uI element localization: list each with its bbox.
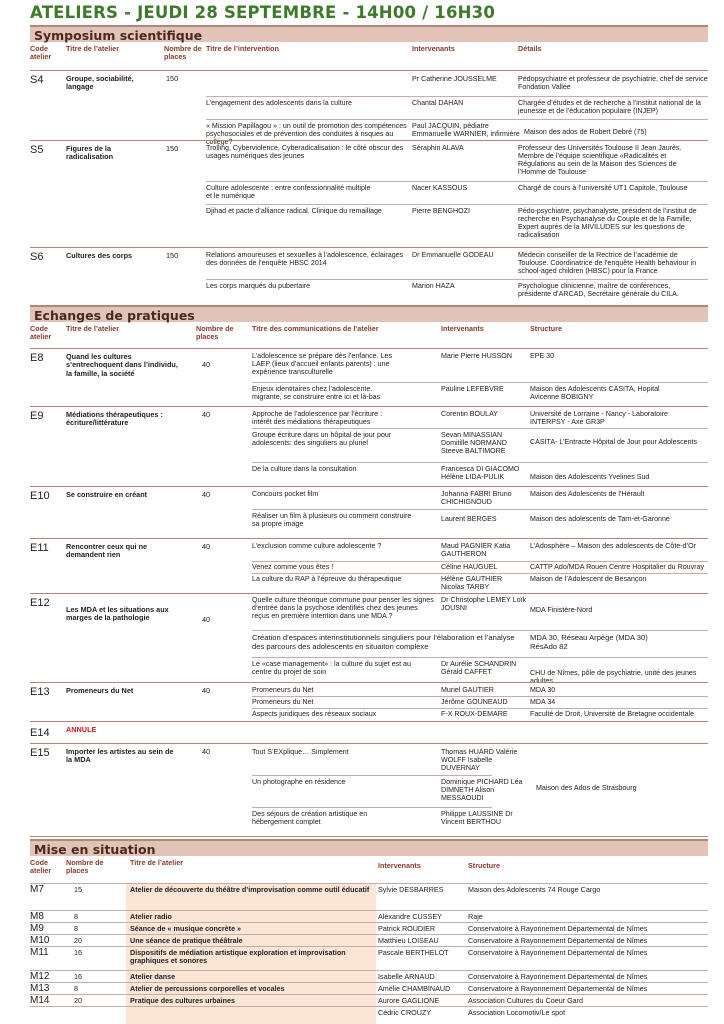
structure: Maison des Adolescents 74 Rouge Cargo: [468, 885, 601, 894]
structure: Conservatoire à Rayonnement Départemental de Nîmes: [468, 972, 648, 981]
structure: Association Cultures du Coeur Gard: [468, 996, 584, 1005]
atelier-code: E15: [30, 747, 50, 759]
atelier-code: S5: [30, 144, 44, 156]
intervenant: Jérôme GOUNEAUD: [441, 698, 508, 706]
intervenant: Dr Aurélie SCHANDRIN Gérald CAFFET: [441, 660, 517, 677]
atelier-code: E13: [30, 686, 50, 698]
atelier-code: M7: [30, 884, 44, 895]
col-code: Code atelier: [30, 324, 52, 342]
communication-title: Création d’espaces interinstitutionnels singuliers pour l’élaboration et l’analyse des parcours des adolescents en situaiton complexe: [252, 633, 515, 651]
row-divider: [252, 382, 708, 383]
atelier-title: Importer les artistes au sein de la MDA: [66, 747, 174, 765]
intervenant: Sylvie DESBARRES: [378, 885, 444, 894]
atelier-row: [30, 247, 708, 305]
atelier-places: 40: [202, 747, 211, 756]
atelier-code: E9: [30, 410, 44, 422]
col-places: Nombre de places: [196, 324, 234, 342]
atelier-places: 16: [74, 972, 82, 981]
atelier-places: 20: [74, 936, 82, 945]
row-divider: [206, 119, 708, 120]
intervention-title: Les corps marqués du pubertaire: [206, 282, 311, 290]
intervenant: Isabelle ARNAUD: [378, 972, 435, 981]
row-divider: [252, 462, 708, 463]
atelier-places: 40: [202, 490, 211, 499]
communication-title: Réaliser un film à plusieurs ou comment construire sa propre image: [252, 512, 412, 529]
intervention-title: Culture adolescente : entre confessionnalité multiple et le numérique: [206, 184, 371, 201]
communication-title: Promeneurs du Net: [252, 698, 314, 706]
communication-title: Venez comme vous êtes !: [252, 563, 334, 571]
atelier-code: M11: [30, 947, 49, 958]
atelier-places: 8: [74, 912, 78, 921]
atelier-places: 40: [202, 410, 211, 419]
intervenant: Sevan MINASSIAN Domitille NORMAND Steeve BALTIMORE: [441, 431, 507, 456]
row-divider: [206, 204, 708, 205]
atelier-title: Médiations thérapeutiques : écriture/littérature: [66, 410, 163, 428]
row-divider: [206, 181, 708, 182]
communication-title: Approche de l’adolescence par l’écriture : intérêt des médiations thérapeutiques: [252, 410, 383, 427]
structure: Association Locomotiv/Le spot: [468, 1008, 566, 1017]
structure: Faculté de Droit, Université de Bretagne occidentale: [530, 710, 695, 718]
intervenant: Alexandre CUSSEY: [378, 912, 442, 921]
atelier-row: [30, 140, 708, 247]
atelier-code: M8: [30, 911, 44, 922]
details: Pédo-psychiatre, psychanalyste, président de l’institut de recherche en Psychanalyse du Couple et de la Famille, Expert auprès de la MIVILUDES sur les questions de radicalisation: [518, 207, 697, 240]
structure: MDA 30: [530, 686, 556, 694]
atelier-row: [30, 593, 708, 686]
section-symposium-band: Symposium scientifique: [30, 25, 708, 42]
intervenant: Chantal DAHAN: [412, 99, 464, 107]
atelier-row: [30, 682, 708, 721]
atelier-row: [30, 486, 708, 538]
col-code: Code atelier: [30, 44, 52, 62]
atelier-places: 40: [202, 360, 211, 369]
communication-title: Des séjours de création artistique en hébergement complet: [252, 810, 368, 827]
row-divider: [206, 96, 708, 97]
atelier-code: M10: [30, 935, 50, 946]
communication-title: Enjeux identitaires chez l’adolescente. migrante, se construire entre ici et là-bas: [252, 385, 381, 402]
mise-row: [30, 883, 708, 907]
atelier-places: 40: [202, 615, 211, 624]
atelier-places: 15: [74, 885, 82, 894]
atelier-title: Quand les cultures s’entrechoquent dans l’individu, la famille, la société: [66, 352, 178, 378]
atelier-row: [30, 743, 708, 836]
intervenant: Pascale BERTHELOT: [378, 948, 449, 957]
structure: MDA 34: [530, 698, 556, 706]
atelier-places: 40: [202, 686, 211, 695]
intervenant: Muriel GAUTIER: [441, 686, 494, 694]
communication-title: Promeneurs du Net: [252, 686, 314, 694]
mise-row: [30, 946, 708, 970]
communication-title: Concours pocket film: [252, 490, 319, 498]
atelier-row: [30, 721, 708, 743]
atelier-title: Atelier de découverte du théâtre d’improvisation comme outil éducatif: [130, 885, 370, 894]
intervention-title: « Mission Papillagou » : un outil de promotion des compétences psychosociales et de prévention des conduites à risques au collège?: [206, 122, 407, 147]
structure: EPE 30: [530, 352, 555, 360]
atelier-places: 40: [202, 542, 211, 551]
atelier-places: 8: [74, 984, 78, 993]
atelier-annule-label: ANNULE: [66, 725, 97, 734]
structure: Maison des Adolescents de l’Hérault: [530, 490, 645, 498]
structure: Conservatoire à Rayonnement Départemental de Nîmes: [468, 936, 648, 945]
row-divider: [252, 428, 708, 429]
row-divider: [252, 573, 708, 574]
col-titre: Titre de l’atelier: [66, 324, 119, 333]
col-intervention: Titre de l’intervention: [206, 44, 279, 53]
col-places: Nombre de places: [66, 858, 104, 876]
details: Maison des ados de Robert Debré (75): [524, 128, 647, 136]
intervenant: Hélène GAUTHIER Nicolas TARBY: [441, 575, 503, 592]
atelier-code: M12: [30, 971, 50, 982]
mise-row: [30, 910, 708, 922]
col-communications: Titre des communications de l’atelier: [252, 324, 379, 333]
communication-title: De la culture dans la consultation: [252, 465, 357, 473]
structure: Université de Lorraine - Nancy - Laboratoire INTERPSY - Axe GR3P: [530, 410, 668, 427]
intervenant: Séraphin ALAVA: [412, 144, 464, 152]
atelier-code: E14: [30, 727, 50, 739]
col-details: Détails: [518, 44, 542, 53]
intervenant: Marie Pierre HUSSON: [441, 352, 512, 360]
echanges-header: [30, 322, 708, 348]
structure: CATTP Ado/MDA Rouen Centre Hospitalier du Rouvray: [530, 563, 705, 571]
structure: CASITA- L’Entracte Hôpital de Jour pour Adolescents: [530, 438, 698, 446]
communication-title: Tout S’EXplique… Simplement: [252, 748, 349, 756]
intervenant: Pauline LEFEBVRE: [441, 385, 504, 393]
intervention-title: Relations amoureuses et sexuelles à l’adolescence, éclairages des données de l’enquête HBSC 2014: [206, 251, 404, 268]
atelier-places: 8: [74, 924, 78, 933]
structure: Maison des Adolescents Yvelines Sud: [530, 473, 650, 481]
col-structure: Structure: [468, 861, 500, 870]
intervention-title: Trolling, Cyberviolence, Cyberadicalisation : le côté obscur des usages numériques des jeunes: [206, 144, 404, 161]
section-mise-band: Mise en situation: [30, 839, 708, 856]
atelier-title: Promeneurs du Net: [66, 686, 134, 695]
intervenant: Johanna FABRI Bruno CHICHIGNOUD: [441, 490, 512, 507]
mise-row: [30, 982, 708, 994]
col-intervenants: Intervenants: [378, 861, 421, 870]
atelier-code: M14: [30, 995, 50, 1006]
intervenant: Thomas HUARD Valérie WOLFF Isabelle DUVERNAY: [441, 748, 518, 773]
mise-row: [30, 934, 708, 946]
structure: CHU de Nîmes, pôle de psychiatrie, unité des jeunes adultes: [530, 669, 697, 686]
col-structure: Structure: [530, 324, 562, 333]
intervenant: Corentin BOULAY: [441, 410, 499, 418]
atelier-title: Groupe, sociabilité, langage: [66, 74, 134, 92]
symposium-header: [30, 42, 708, 70]
atelier-code: E11: [30, 542, 49, 554]
mise-header: [30, 856, 708, 883]
intervenant: Amélie CHAMBINAUD: [378, 984, 451, 993]
intervention-title: L’engagement des adolescents dans la culture: [206, 99, 352, 107]
atelier-row: [30, 538, 708, 593]
intervenant: Dr Emmanuelle GODEAU: [412, 251, 494, 259]
atelier-places: 150: [166, 74, 179, 83]
atelier-title: Atelier de percussions corporelles et vocales: [130, 984, 285, 993]
col-places: Nombre de places: [164, 44, 202, 62]
row-divider: [252, 630, 708, 631]
mise-row: [30, 922, 708, 934]
col-titre: Titre de l’atelier: [130, 858, 183, 867]
col-intervenants: Intervenants: [412, 44, 455, 53]
intervenant: Paul JACQUIN, pédiatre Emmanuelle WARNIER, infirmière: [412, 122, 520, 139]
page-title: ATELIERS - JEUDI 28 SEPTEMBRE - 14H00 / 16H30: [30, 3, 496, 22]
row-divider: [252, 509, 708, 510]
intervenant: Patrick ROUDIER: [378, 924, 436, 933]
atelier-code: S4: [30, 74, 44, 86]
structure: MDA Finistère-Nord: [530, 606, 593, 614]
communication-title: L’adolescence se prépare dès l’enfance. Les LAEP (lieux d’accueil enfants parents) : une expérience transculturelle: [252, 352, 393, 377]
section-echanges-band: Echanges de pratiques: [30, 305, 708, 322]
atelier-title: Les MDA et les situations aux marges de la pathologie: [66, 605, 169, 623]
communication-title: Le «case management» : la culture du sujet est au centre du projet de soin: [252, 660, 411, 677]
structure: MDA 30, Réseau Arpège (MDA 30) RésAdo 82: [530, 633, 648, 651]
atelier-row: [30, 70, 708, 147]
communication-title: Un photographe en résidence: [252, 778, 346, 786]
structure: Raje: [468, 912, 483, 921]
atelier-places: 16: [74, 948, 82, 957]
atelier-title: Séance de « musique concrète »: [130, 924, 242, 933]
atelier-row: [30, 406, 708, 486]
mise-row: [30, 1006, 708, 1018]
details: Psychologue clinicienne, maître de conférences, présidente d’ARCAD, Secrétaire générale du CILA.: [518, 282, 679, 299]
structure: Maison des adolescents de Tarn-et-Garonne: [530, 515, 670, 523]
atelier-code: E12: [30, 597, 50, 609]
atelier-code: S6: [30, 251, 44, 263]
mise-row: [30, 970, 708, 982]
details: Pédopsychiatre et professeur de psychiatrie, chef de service Fondation Vallée: [518, 75, 708, 92]
atelier-title: Dispositifs de médiation artistique exploration et improvisation graphiques et sonores: [130, 948, 346, 966]
structure: Conservatoire à Rayonnement Départemental de Nîmes: [468, 924, 648, 933]
row-divider: [252, 657, 708, 658]
communication-title: Aspects juridiques des réseaux sociaux: [252, 710, 377, 718]
intervenant: Maud PAGNIER Katia GAUTHERON: [441, 542, 511, 559]
row-divider: [206, 279, 708, 280]
intervenant: Pr Catherine JOUSSELME: [412, 75, 497, 83]
intervenant: Matthieu LOISEAU: [378, 936, 439, 945]
col-code: Code atelier: [30, 858, 52, 876]
intervenant: Philippe LAUSSINE Dr Vincent BERTHOU: [441, 810, 513, 827]
row-divider: [252, 561, 708, 562]
col-intervenants: Intervenants: [441, 324, 484, 333]
atelier-code: E10: [30, 490, 50, 502]
structure: Conservatoire à Rayonnement Départemental de Nîmes: [468, 948, 648, 957]
atelier-title: Atelier radio: [130, 912, 172, 921]
details: Médecin conseiller de la Rectrice de l’académie de Toulouse. Coordinatrice de l’enquête Health behaviour in school-aged children (HBSC) pour la France: [518, 251, 697, 276]
atelier-places: 150: [166, 144, 179, 153]
atelier-title: Une séance de pratique théâtrale: [130, 936, 243, 945]
intervenant: Aurore GAGLIONE: [378, 996, 440, 1005]
structure: Maison de l’Adolescent de Besançon: [530, 575, 647, 583]
atelier-code: E8: [30, 352, 44, 364]
program-page: [30, 0, 708, 1024]
structure: Maison des Adolescents CASITA, Hopital Avicenne BOBIGNY: [530, 385, 660, 402]
details: Chargée d’études et de recherche à l’institut national de la jeunesse et de l’éducation populaire (INJEP): [518, 99, 701, 116]
atelier-row: [30, 348, 708, 406]
structure: Maison des Ados de Strasbourg: [536, 784, 637, 792]
intervenant: Nacer KASSOUS: [412, 184, 468, 192]
intervenant: F-X ROUX-DEMARE: [441, 710, 508, 718]
intervenant: Laurent BERGES: [441, 515, 497, 523]
structure: L’Adosphère – Maison des adolescents de Côte-d’Or: [530, 542, 697, 550]
atelier-places: 20: [74, 996, 82, 1005]
intervenant: Dominique PICHARD Léa DIMNETH Alison MESSAOUDI: [441, 778, 523, 803]
row-divider: [252, 807, 492, 808]
atelier-title: Atelier danse: [130, 972, 176, 981]
communication-title: Quelle culture théorique commune pour penser les signes d’entrée dans la psychose identifiés chez des jeunes reçus en première intention dans une MDA ?: [252, 596, 434, 621]
atelier-places: 150: [166, 251, 179, 260]
mise-row: [30, 994, 708, 1006]
row-divider: [252, 775, 492, 776]
atelier-code: M9: [30, 923, 44, 934]
intervenant: Pierre BENGHOZI: [412, 207, 470, 215]
mise-table: [30, 883, 708, 1024]
intervenant: Marion HAZA: [412, 282, 455, 290]
atelier-code: M13: [30, 983, 50, 994]
intervenant: Céline HAUGUEL: [441, 563, 498, 571]
intervention-title: Djihad et pacte d’alliance radical. Clinique du remaillage: [206, 207, 382, 215]
atelier-title: Figures de la radicalisation: [66, 144, 114, 162]
communication-title: L’exclusion comme culture adolescente ?: [252, 542, 382, 550]
intervenant: Cédric CROUZY: [378, 1008, 432, 1017]
atelier-title: Rencontrer ceux qui ne demandent rien: [66, 542, 148, 560]
details: Professeur des Universités Toulouse II Jean Jaurès. Membre de l’équipe scientifique «Radicalités et Régulations au sein de la Maison des Sciences de l’Homme de Toulouse: [518, 144, 682, 177]
communication-title: Groupe écriture dans un hôpital de jour pour adolescents: des singuliers au pluriel: [252, 431, 392, 448]
atelier-title: Pratique des cultures urbaines: [130, 996, 236, 1005]
intervenant: Francesca DI GIACOMO Hélène LIDA-PULIK: [441, 465, 520, 482]
atelier-title: Se construire en créant: [66, 490, 148, 499]
row-divider: [252, 708, 708, 709]
atelier-title: Cultures des corps: [66, 251, 133, 260]
communication-title: La culture du RAP à l’épreuve du thérapeutique: [252, 575, 402, 583]
col-titre: Titre de l’atelier: [66, 44, 119, 53]
row-divider: [252, 696, 708, 697]
structure: Conservatoire à Rayonnement Départemental de Nîmes: [468, 984, 648, 993]
details: Chargé de cours à l’université UT1 Capitole, Toulouse: [518, 184, 688, 192]
intervenant: Dr Christophe LEMEY Loïk JOUSNI: [441, 596, 527, 613]
